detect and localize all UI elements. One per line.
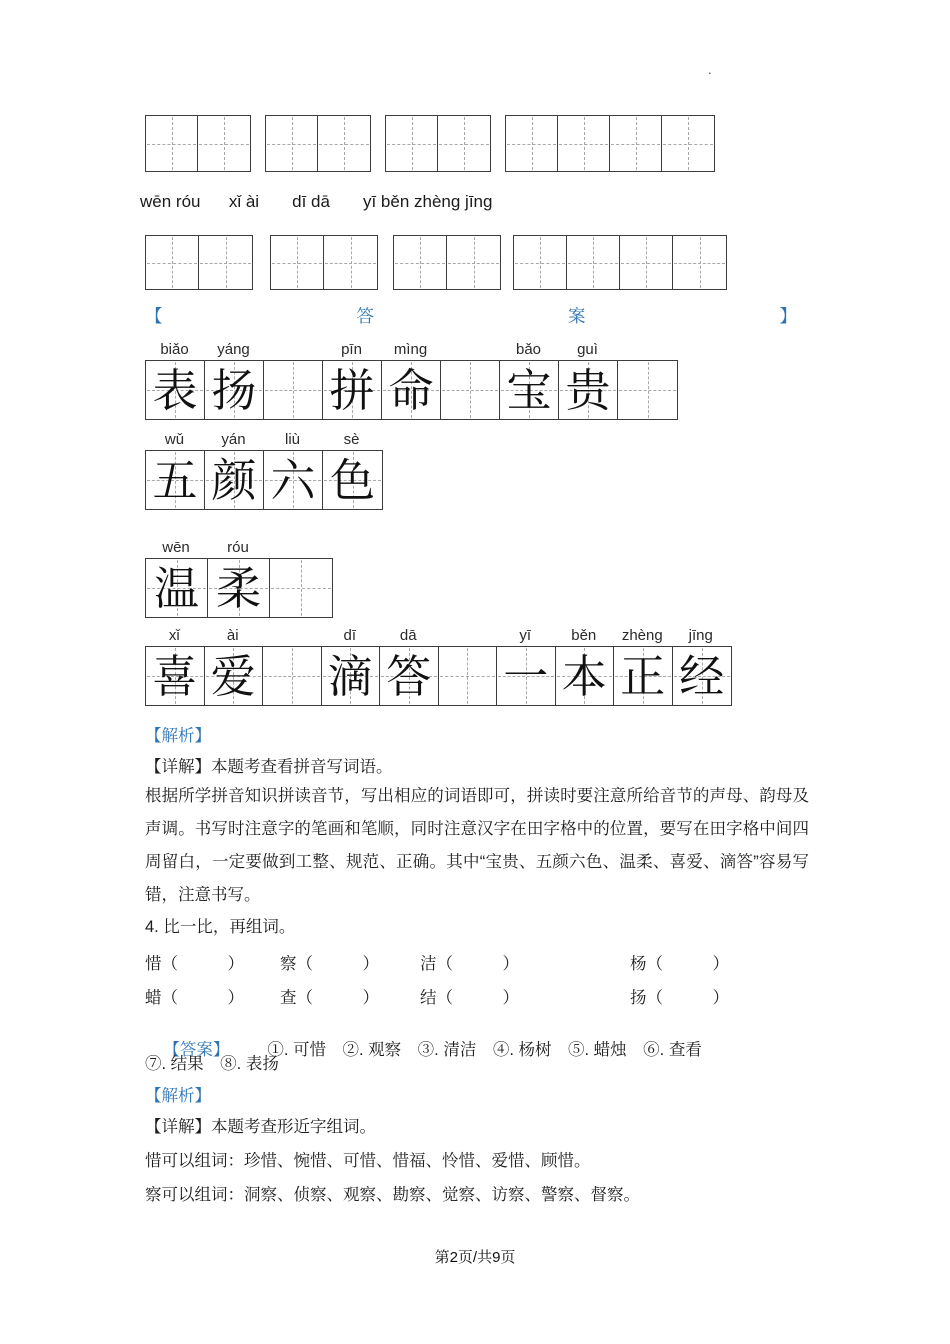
word-blank-zha: 查（ ） [280, 989, 379, 1007]
detail-heading-dictation: 【详解】本题考查看拼音写词语。 [145, 758, 393, 776]
answer-grid-group [145, 450, 383, 510]
handwritten-character: 经 [679, 649, 725, 703]
pinyin-row [145, 624, 732, 646]
handwritten-character: 温 [153, 561, 199, 615]
writing-grid-group [145, 115, 251, 172]
dictation-pinyin-prompt: wēn róu xǐ ài dī dā yī běn zhèng jīng [140, 192, 493, 211]
pinyin-syllable: sè [343, 431, 360, 448]
pinyin-row [145, 338, 678, 360]
pinyin-syllable: wēn [162, 539, 190, 556]
answer-header-char2: 案 [568, 306, 586, 326]
pinyin-syllable: liù [284, 431, 300, 448]
empty-grid-cell [270, 559, 332, 617]
answer-grid-group [145, 360, 678, 420]
word-blank-cha: 察（ ） [280, 955, 379, 973]
handwritten-character: 色 [329, 453, 375, 507]
dictation-grid-row-2 [145, 235, 805, 288]
answer-grid-cell [322, 647, 381, 705]
handwritten-character: 拼 [329, 363, 375, 417]
empty-grid-cell [441, 361, 500, 419]
answer-header-char1: 答 [356, 306, 374, 326]
open-bracket: 【 [145, 306, 163, 326]
word-blank-yang2: 扬（ ） [630, 989, 729, 1007]
pinyin-syllable: dī [343, 627, 356, 644]
pinyin-syllable: guì [577, 341, 598, 358]
empty-grid-cell [618, 361, 677, 419]
stray-mark: . [708, 62, 712, 77]
answer-grid-biaoyang-pinming-baogui [145, 338, 678, 424]
empty-writing-cell [506, 116, 558, 171]
empty-writing-cell [514, 236, 567, 289]
handwritten-character: 命 [388, 363, 434, 417]
question4-answer-line2: ⑦. 结果 ⑧. 表扬 [145, 1055, 279, 1073]
pinyin-syllable: jīng [688, 627, 713, 644]
question4-title: 4. 比一比，再组词。 [145, 918, 296, 936]
answer-grid-cell [614, 647, 673, 705]
handwritten-character: 答 [386, 649, 432, 703]
word-blank-jie: 洁（ ） [420, 955, 519, 973]
word-blank-xi: 惜（ ） [145, 955, 244, 973]
empty-writing-cell [386, 116, 438, 171]
handwritten-character: 扬 [211, 363, 257, 417]
empty-writing-cell [324, 236, 377, 289]
answer-grid-cell [208, 559, 270, 617]
empty-writing-cell [146, 116, 198, 171]
handwritten-character: 爱 [210, 649, 256, 703]
word-blank-yang: 杨（ ） [630, 955, 729, 973]
explanation-xi-words: 惜可以组词：珍惜、惋惜、可惜、惜福、怜惜、爱惜、顾惜。 [145, 1152, 591, 1170]
empty-writing-cell [198, 116, 250, 171]
pinyin-syllable: dā [399, 627, 417, 644]
writing-grid-group [505, 115, 715, 172]
answer-grid-cell [380, 647, 439, 705]
pinyin-syllable: zhèng [621, 627, 663, 644]
handwritten-character: 一 [503, 649, 549, 703]
handwritten-character: 贵 [565, 363, 611, 417]
handwritten-character: 正 [620, 649, 666, 703]
handwritten-character: 柔 [215, 561, 261, 615]
answer-grid-group [145, 646, 732, 706]
empty-writing-cell [620, 236, 673, 289]
analysis-label-question4: 【解析】 [145, 1087, 211, 1105]
answer-grid-cell [556, 647, 615, 705]
answer-grid-wuyanliuse [145, 428, 383, 514]
analysis-label-dictation: 【解析】 [145, 727, 211, 745]
word-blank-la: 蜡（ ） [145, 989, 244, 1007]
empty-writing-cell [266, 116, 318, 171]
empty-writing-cell [146, 236, 199, 289]
answer-grid-cell [323, 361, 382, 419]
question4-word-row-1 [145, 950, 809, 972]
empty-writing-cell [199, 236, 252, 289]
pinyin-syllable: yáng [217, 341, 250, 358]
answer-grid-wenrou [145, 536, 333, 622]
answer-grid-cell [264, 451, 323, 509]
writing-grid-group [270, 235, 378, 290]
empty-writing-cell [558, 116, 610, 171]
answer-grid-cell [205, 451, 264, 509]
pinyin-syllable: xǐ [168, 627, 180, 644]
answer-grid-cell [146, 361, 205, 419]
pinyin-syllable: yī [519, 627, 532, 644]
handwritten-character: 五 [152, 453, 198, 507]
page-footer: 第2页/共9页 [434, 1249, 516, 1266]
answer-grid-cell [205, 647, 264, 705]
empty-grid-cell [264, 361, 323, 419]
empty-writing-cell [567, 236, 620, 289]
empty-writing-cell [318, 116, 370, 171]
answer-grid-cell [500, 361, 559, 419]
handwritten-character: 本 [561, 649, 607, 703]
writing-grid-group [513, 235, 727, 290]
answer-grid-xiai-dida-yibenzhengjing [145, 624, 732, 710]
empty-grid-cell [439, 647, 498, 705]
handwritten-character: 喜 [152, 649, 198, 703]
pinyin-syllable: ài [226, 627, 239, 644]
pinyin-syllable: wǔ [164, 431, 185, 448]
detail-heading-question4: 【详解】本题考查形近字组词。 [145, 1118, 376, 1136]
answer-grid-cell [673, 647, 732, 705]
answer-section-header [145, 303, 797, 328]
pinyin-row [145, 536, 333, 558]
empty-writing-cell [610, 116, 662, 171]
empty-writing-cell [673, 236, 726, 289]
answer-grid-cell [323, 451, 382, 509]
explanation-cha-words: 察可以组词：洞察、侦察、观察、勘察、觉察、访察、警察、督察。 [145, 1186, 640, 1204]
answer-grid-cell [146, 559, 208, 617]
handwritten-character: 颜 [211, 453, 257, 507]
writing-grid-group [385, 115, 491, 172]
pinyin-syllable: běn [571, 627, 597, 644]
empty-writing-cell [447, 236, 500, 289]
answer-grid-cell [497, 647, 556, 705]
pinyin-row [145, 428, 383, 450]
answer-grid-cell [146, 647, 205, 705]
empty-writing-cell [438, 116, 490, 171]
writing-grid-group [145, 235, 253, 290]
pinyin-syllable: bǎo [515, 341, 542, 358]
answer-grid-cell [559, 361, 618, 419]
writing-grid-group [393, 235, 501, 290]
handwritten-character: 滴 [327, 649, 373, 703]
answer-items-1: ①. 可惜 ②. 观察 ③. 清洁 ④. 杨树 ⑤. 蜡烛 ⑥. 查看 [267, 1041, 702, 1059]
dictation-grid-row-1 [145, 115, 805, 170]
empty-writing-cell [271, 236, 324, 289]
dictation-explanation: 根据所学拼音知识拼读音节，写出相应的词语即可，拼读时要注意所给音节的声母、韵母及声调。书写时注意字的笔画和笔顺，同时注意汉字在田字格中的位置，要写在田字格中间四周留白，一定要做到工整、规范、正确。其中“宝贵、五颜六色、温柔、喜爱、滴答”容易写错，注意书写。 [145, 787, 809, 904]
empty-writing-cell [662, 116, 714, 171]
handwritten-character: 表 [152, 363, 198, 417]
answer-grid-group [145, 558, 333, 618]
answer-grid-cell [146, 451, 205, 509]
pinyin-syllable: biǎo [160, 341, 189, 358]
empty-grid-cell [263, 647, 322, 705]
close-bracket: 】 [779, 306, 797, 326]
answer-label: 【答案】 [163, 1041, 230, 1059]
pinyin-syllable: yán [221, 431, 246, 448]
empty-writing-cell [394, 236, 447, 289]
pinyin-syllable: pīn [341, 341, 362, 358]
answer-grid-cell [382, 361, 441, 419]
handwritten-character: 六 [270, 453, 316, 507]
answer-grid-cell [205, 361, 264, 419]
writing-grid-group [265, 115, 371, 172]
pinyin-syllable: mìng [393, 341, 428, 358]
handwritten-character: 宝 [506, 363, 552, 417]
word-blank-jie2: 结（ ） [420, 989, 519, 1007]
pinyin-syllable: róu [227, 539, 249, 556]
question4-word-row-2 [145, 984, 809, 1006]
